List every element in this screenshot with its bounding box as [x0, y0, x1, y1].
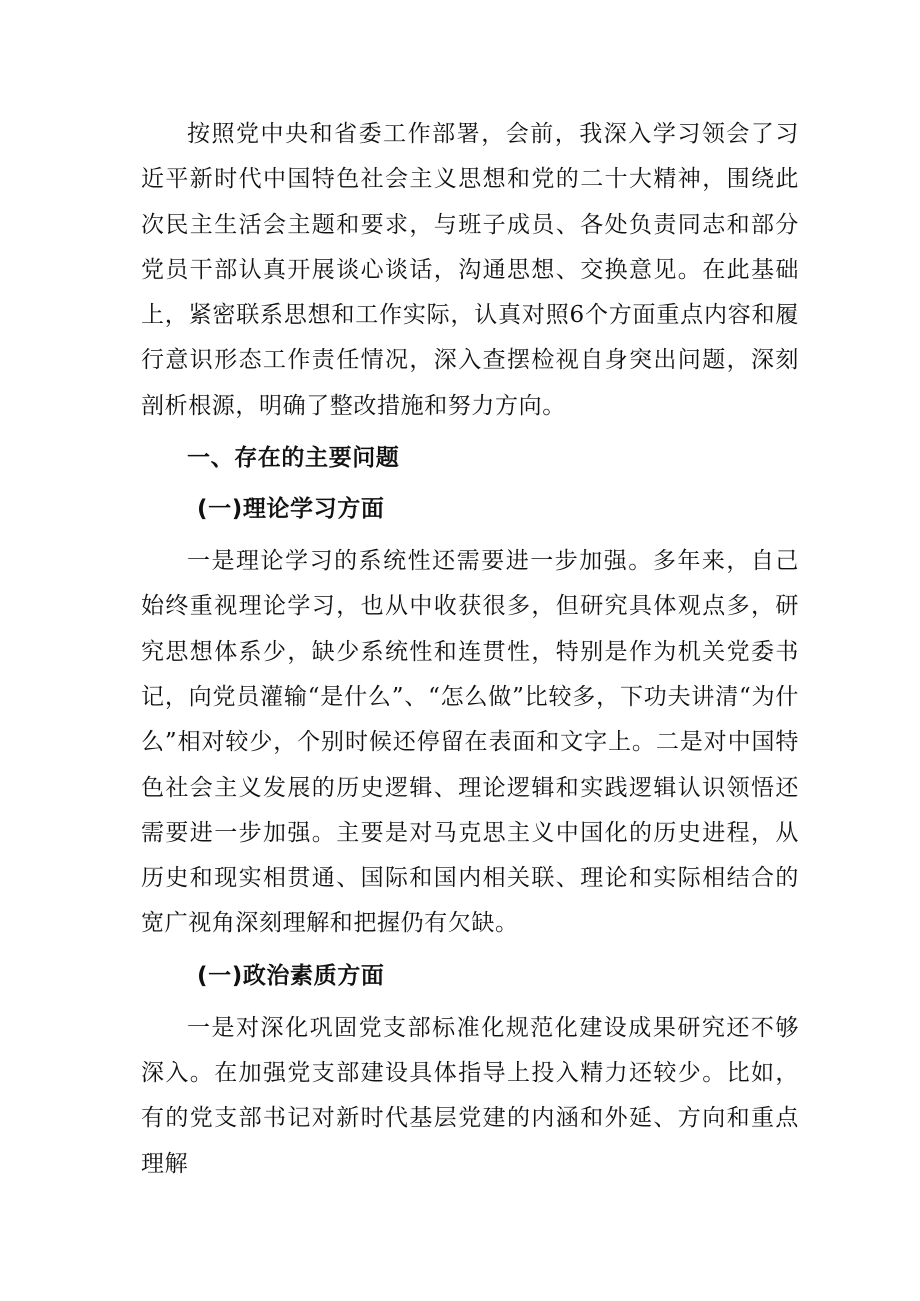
theory-study-paragraph: 一是理论学习的系统性还需要进一步加强。多年来，自己始终重视理论学习，也从中收获很多，但研究具体观点多，研究思想体系少，缺少系统性和连贯性，特别是作为机关党委书记，向党员灌输“是什么”、“怎么做”比较多，下功夫讲清“为什么”相对较少，个别时候还停留在表面和文字上。二是对中国特色社会主义发展的历史逻辑、理论逻辑和实践逻辑认识领悟还需要进一步加强。主要是对马克思主义中国化的历史进程，从历史和现实相贯通、国际和国内相关联、理论和实际相结合的宽广视角深刻理解和把握仍有欠缺。	[141, 548, 799, 937]
subsection-heading-political-quality: (一)政治素质方面	[197, 962, 385, 989]
document-body	[141, 112, 799, 1187]
intro-paragraph: 按照党中央和省委工作部署，会前，我深入学习领会了习近平新时代中国特色社会主义思想和党的二十大精神，围绕此次民主生活会主题和要求，与班子成员、各处负责同志和部分党员干部认真开展谈心谈话，沟通思想、交换意见。在此基础上，紧密联系思想和工作实际，认真对照6个方面重点内容和履行意识形态工作责任情况，深入查摆检视自身突出问题，深刻剖析根源，明确了整改措施和努力方向。	[141, 121, 799, 419]
political-quality-paragraph: 一是对深化巩固党支部标准化规范化建设成果研究还不够深入。在加强党支部建设具体指导上投入精力还较少。比如，有的党支部书记对新时代基层党建的内涵和外延、方向和重点理解	[141, 1014, 799, 1177]
subsection-heading-theory-study: (一)理论学习方面	[197, 496, 385, 523]
section-heading-problems: 一、存在的主要问题	[187, 445, 400, 472]
